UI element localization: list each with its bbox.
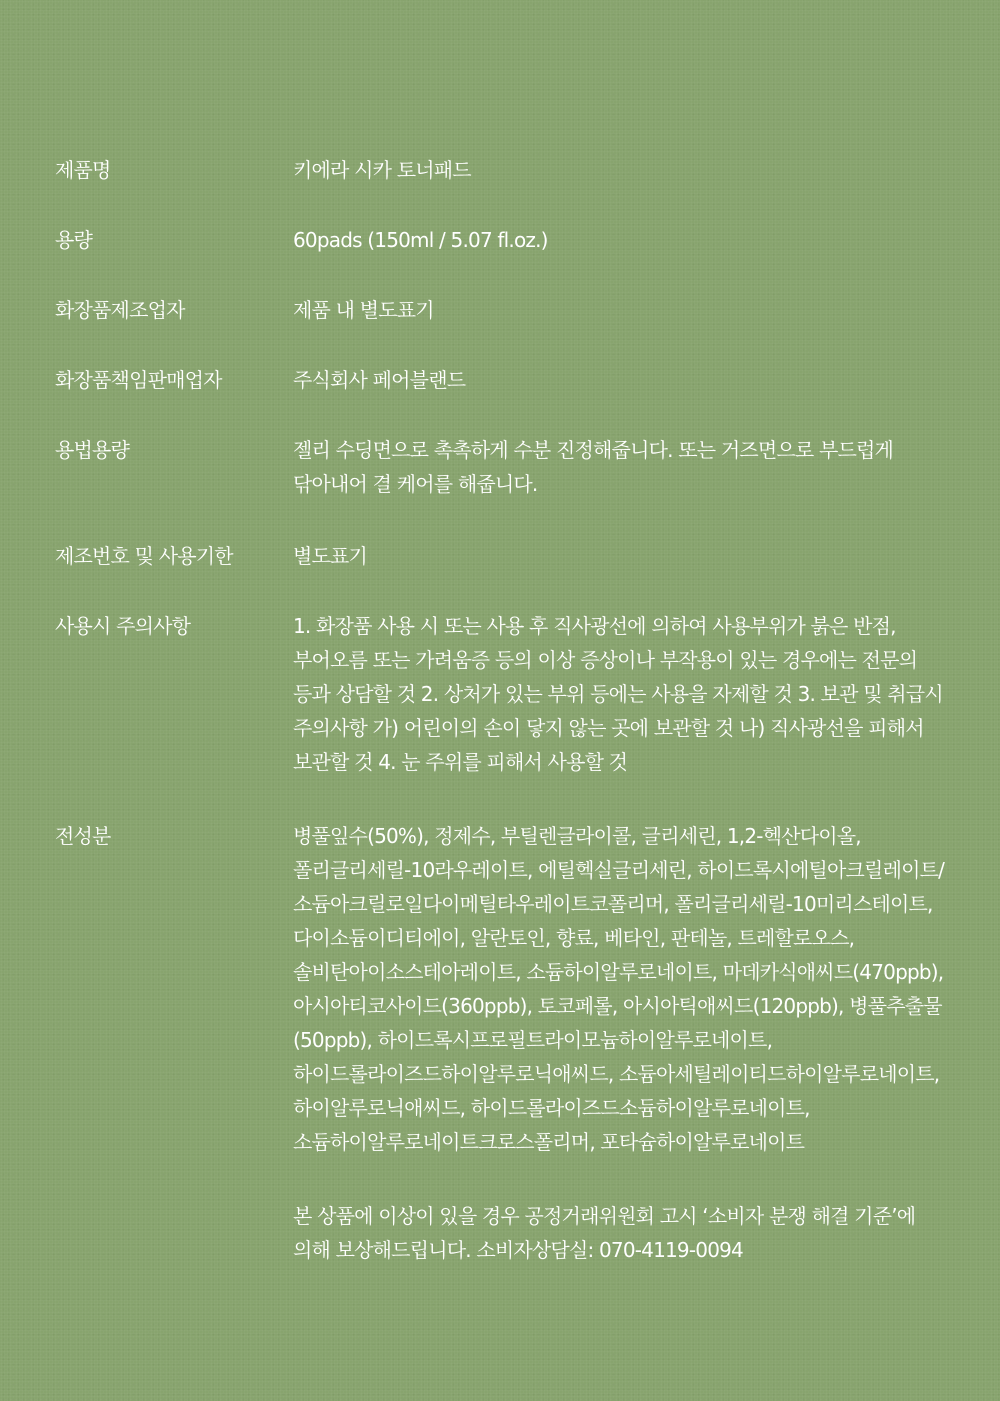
spec-row-usage bbox=[55, 433, 955, 539]
spec-row-capacity bbox=[55, 223, 955, 293]
spec-label: 전성분 bbox=[55, 824, 111, 848]
spec-label: 화장품책임판매업자 bbox=[55, 368, 222, 392]
spec-value: 키에라 시카 토너패드 bbox=[293, 158, 471, 182]
spec-value: 병풀잎수(50%), 정제수, 부틸렌글라이콜, 글리세린, 1,2-헥산다이올, 폴리글리세릴-10라우레이트, 에틸헥실글리세린, 하이드록시에틸아크릴레이트/소듐아크릴로일다이메틸타우레이트코폴리머, 폴리글리세릴-10미리스테이트, 다이소듐이디티에이, 알란토인, 향료, 베타인, 판테놀, 트레할로오스, 솔비탄아이소스테아레이트, 소듐하이알루로네이트, 마데카식애씨드(470ppb), 아시아티코사이드(360ppb), 토코페롤, 아시아틱애씨드(120ppb), 병풀추출물(50ppb), 하이드록시프로필트라이모늄하이알루로네이트, 하이드롤라이즈드하이알루로닉애씨드, 소듐아세틸레이티드하이알루로네이트, 하이알루로닉애씨드, 하이드롤라이즈드소듐하이알루로네이트, 소듐하이알루로네이트크로스폴리머, 포타슘하이알루로네이트 bbox=[293, 824, 945, 1154]
spec-row-lot-expiry bbox=[55, 539, 955, 609]
spec-row-cautions bbox=[55, 609, 955, 819]
spec-label: 사용시 주의사항 bbox=[55, 614, 191, 638]
spec-row-manufacturer bbox=[55, 293, 955, 363]
spec-value: 젤리 수딩면으로 촉촉하게 수분 진정해줍니다. 또는 거즈면으로 부드럽게 닦아내어 결 케어를 해줍니다. bbox=[293, 438, 894, 496]
spec-label: 제품명 bbox=[55, 158, 111, 182]
spec-value: 별도표기 bbox=[293, 544, 368, 568]
spec-label: 화장품제조업자 bbox=[55, 298, 185, 322]
spec-row-product-name bbox=[55, 153, 955, 223]
product-spec-table bbox=[55, 153, 955, 1267]
spec-value: 제품 내 별도표기 bbox=[293, 298, 434, 322]
compensation-notice: 본 상품에 이상이 있을 경우 공정거래위원회 고시 ‘소비자 분쟁 해결 기준’에 의해 보상해드립니다. 소비자상담실: 070-4119-0094 bbox=[293, 1204, 916, 1262]
spec-row-seller bbox=[55, 363, 955, 433]
spec-label: 제조번호 및 사용기한 bbox=[55, 544, 233, 568]
spec-value: 60pads (150ml / 5.07 fl.oz.) bbox=[293, 228, 548, 252]
spec-value: 주식회사 페어블랜드 bbox=[293, 368, 466, 392]
spec-row-ingredients bbox=[55, 819, 955, 1159]
spec-value: 1. 화장품 사용 시 또는 사용 후 직사광선에 의하여 사용부위가 붉은 반점, 부어오름 또는 가려움증 등의 이상 증상이나 부작용이 있는 경우에는 전문의 등과 상담할 것 2. 상처가 있는 부위 등에는 사용을 자제할 것 3. 보관 및 취급시 주의사항 가) 어린이의 손이 닿지 않는 곳에 보관할 것 나) 직사광선을 피해서 보관할 것 4. 눈 주위를 피해서 사용할 것 bbox=[293, 614, 943, 774]
spec-label: 용량 bbox=[55, 228, 93, 252]
spec-label: 용법용량 bbox=[55, 438, 130, 462]
